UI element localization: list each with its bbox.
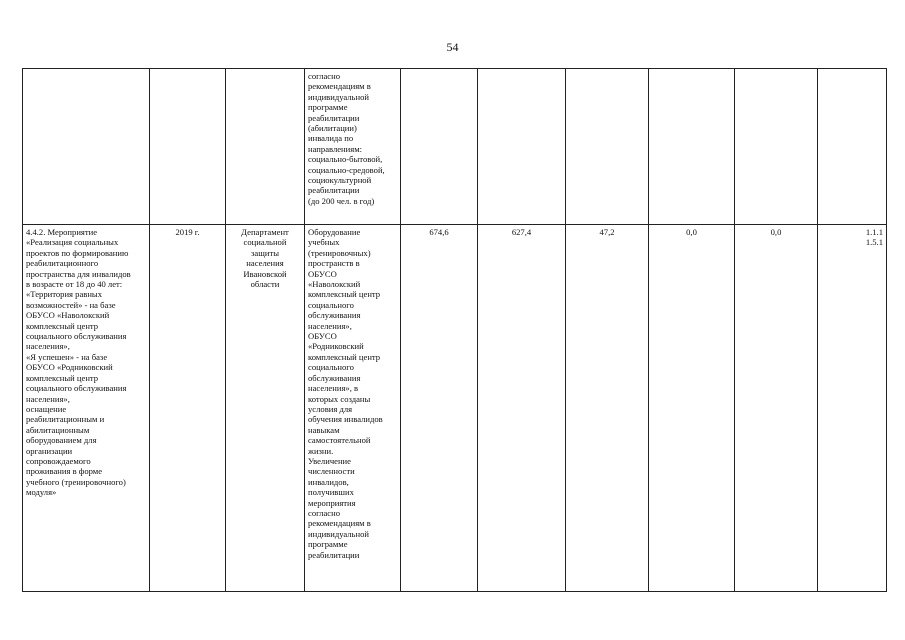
text-line: которых созданы [308, 393, 371, 404]
text-line: «Территория равных [26, 289, 103, 300]
text-line: численности [308, 466, 355, 477]
text-line: «Я успешен» - на базе [26, 351, 108, 362]
text-line: сопровождаемого [26, 455, 91, 466]
text-line: проектов по формированию [26, 247, 129, 258]
text-line: 4.4.2. Мероприятие [26, 227, 98, 237]
text-line: «Наволокский [308, 279, 361, 290]
text-line: защиты [251, 247, 279, 258]
text-line: самостоятельной [308, 435, 371, 446]
text-line: индивидуальной [308, 91, 369, 102]
text-line: мероприятия [308, 497, 356, 508]
text-line: социального [308, 299, 354, 310]
text-line: реабилитационным и [26, 414, 105, 425]
executor-cell [226, 225, 305, 592]
text-line: населения», в [308, 383, 359, 394]
text-line: учебных [308, 237, 340, 248]
text-line: возможностей» - на базе [26, 299, 116, 310]
text-line: социального [308, 362, 354, 373]
regional-budget-cell: 47,2 [566, 225, 649, 592]
text-line: реабилитации [308, 112, 360, 123]
text-line: населения», [26, 341, 70, 352]
text-line: социально-средовой, [308, 164, 385, 175]
text-line: социокультурной [308, 175, 372, 186]
text-line: модуля» [26, 487, 57, 498]
text-line: социального обслуживания [26, 331, 127, 342]
indicator-codes-cell [818, 225, 887, 592]
text-line: социально-бытовой, [308, 154, 383, 165]
text-line: комплексный центр [26, 372, 99, 383]
indicator-code: 1.5.1 [865, 237, 883, 248]
text-line: обслуживания [308, 310, 361, 321]
text-line: Оборудование [308, 227, 361, 237]
text-line: инвалида по [308, 133, 354, 144]
text-line: комплексный центр [308, 289, 381, 300]
text-line: Департамент [241, 227, 289, 237]
text-line: (тренировочных) [308, 247, 371, 258]
program-table [22, 68, 887, 592]
regional-budget-cell [566, 69, 649, 225]
text-line: программе [308, 539, 348, 550]
text-line: населения [246, 258, 284, 269]
text-line: рекомендациям в [308, 518, 371, 529]
text-line: ОБУСО [308, 268, 337, 279]
text-line: (абилитации) [308, 123, 357, 134]
executor-cell [226, 69, 305, 225]
text-line: согласно [308, 507, 341, 518]
text-line: реабилитации [308, 549, 360, 560]
local-budget-cell: 0,0 [649, 225, 735, 592]
text-line: ОБУСО «Наволокский [26, 310, 110, 321]
text-line: инвалидов, [308, 476, 349, 487]
table-row [23, 69, 887, 225]
text-line: условия для [308, 403, 353, 414]
text-line: индивидуальной [308, 528, 369, 539]
year-cell: 2019 г. [150, 225, 226, 592]
text-line: в возрасте от 18 до 40 лет: [26, 279, 123, 290]
text-line: социальной [243, 237, 287, 248]
text-line: обучения инвалидов [308, 414, 383, 425]
text-line: абилитационным [26, 424, 90, 435]
text-line: навыкам [308, 424, 340, 435]
other-sources-cell [735, 69, 818, 225]
text-line: проживания в форме [26, 466, 103, 477]
text-line: населения», [308, 320, 352, 331]
other-sources-cell: 0,0 [735, 225, 818, 592]
text-line: населения», [26, 393, 70, 404]
text-line: рекомендациям в [308, 81, 371, 92]
activity-name-cell [23, 69, 150, 225]
text-line: «Родниковский [308, 341, 364, 352]
text-line: программе [308, 102, 348, 113]
indicator-code: 1.1.1 [865, 227, 883, 237]
text-line: области [250, 279, 280, 290]
expected-result-cell [305, 225, 401, 592]
text-line: оборудованием для [26, 435, 97, 446]
text-line: жизни. [308, 445, 334, 456]
year-cell [150, 69, 226, 225]
activity-name-cell [23, 225, 150, 592]
expected-result-cell [305, 69, 401, 225]
indicator-codes-cell [818, 69, 887, 225]
table-row [23, 225, 887, 592]
text-line: ОБУСО [308, 331, 337, 342]
total-cell: 674,6 [401, 225, 478, 592]
text-line: направлениям: [308, 143, 363, 154]
federal-budget-cell [478, 69, 566, 225]
text-line: получивших [308, 487, 354, 498]
text-line: «Реализация социальных [26, 237, 119, 248]
text-line: Увеличение [308, 455, 351, 466]
text-line: (до 200 чел. в год) [308, 195, 375, 206]
text-line: оснащение [26, 403, 67, 414]
text-line: комплексный центр [308, 351, 381, 362]
text-line: реабилитационного [26, 258, 99, 269]
federal-budget-cell: 627,4 [478, 225, 566, 592]
total-cell [401, 69, 478, 225]
text-line: Ивановской [243, 268, 287, 279]
text-line: обслуживания [308, 372, 361, 383]
text-line: учебного (тренировочного) [26, 476, 126, 487]
page-number: 54 [446, 40, 459, 54]
text-line: согласно [308, 71, 341, 81]
text-line: пространств в [308, 258, 360, 269]
text-line: организации [26, 445, 73, 456]
text-line: комплексный центр [26, 320, 99, 331]
text-line: пространства для инвалидов [26, 268, 131, 279]
text-line: социального обслуживания [26, 383, 127, 394]
text-line: реабилитации [308, 185, 360, 196]
local-budget-cell [649, 69, 735, 225]
text-line: ОБУСО «Родниковский [26, 362, 113, 373]
